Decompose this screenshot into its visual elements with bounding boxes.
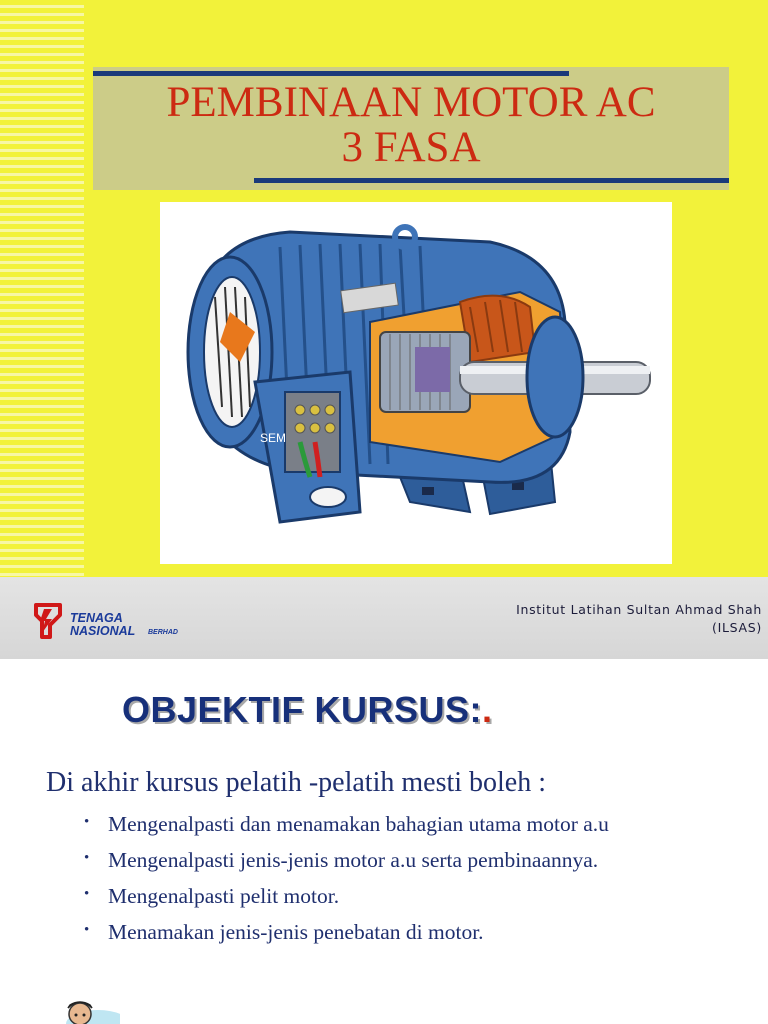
list-item: • Mengenalpasti pelit motor.: [84, 883, 724, 910]
list-item: • Menamakan jenis-jenis penebatan di motor.: [84, 919, 724, 946]
mascot-icon: [40, 994, 120, 1024]
tnb-logo: [32, 601, 182, 641]
motor-illustration: [160, 202, 672, 564]
motor-brand-label: SEM: [260, 431, 287, 445]
institute-name: [432, 601, 762, 637]
list-item: • Mengenalpasti jenis-jenis motor a.u serta pembinaannya.: [84, 847, 724, 874]
footer-band: [0, 577, 768, 659]
title-line-2: 3 FASA: [341, 124, 481, 171]
title-rule-bottom: [254, 178, 729, 183]
objectives-heading-text: OBJEKTIF KURSUS:: [122, 689, 483, 730]
logo-text-berhad: BERHAD: [148, 629, 178, 636]
title-line-1: PEMBINAAN MOTOR AC: [166, 79, 656, 126]
objectives-heading-dot: .: [482, 689, 493, 730]
logo-text-nasional: NASIONAL: [70, 624, 136, 638]
title-rule-top: [93, 71, 569, 76]
tnb-emblem-icon: [32, 601, 68, 641]
objectives-list: [84, 811, 724, 955]
objectives-heading: [122, 689, 493, 731]
slide-objectives: [0, 659, 768, 1024]
list-item: • Mengenalpasti dan menamakan bahagian utama motor a.u: [84, 811, 724, 838]
institute-line-2: (ILSAS): [712, 620, 762, 635]
institute-line-1: Institut Latihan Sultan Ahmad Shah: [516, 602, 762, 617]
objectives-intro: Di akhir kursus pelatih -pelatih mesti boleh :: [46, 767, 547, 798]
slide-title-text: [93, 80, 729, 170]
logo-text-tenaga: TENAGA: [70, 611, 123, 625]
decorative-stripes: [0, 0, 84, 577]
motor-cutaway-image: [160, 202, 672, 564]
